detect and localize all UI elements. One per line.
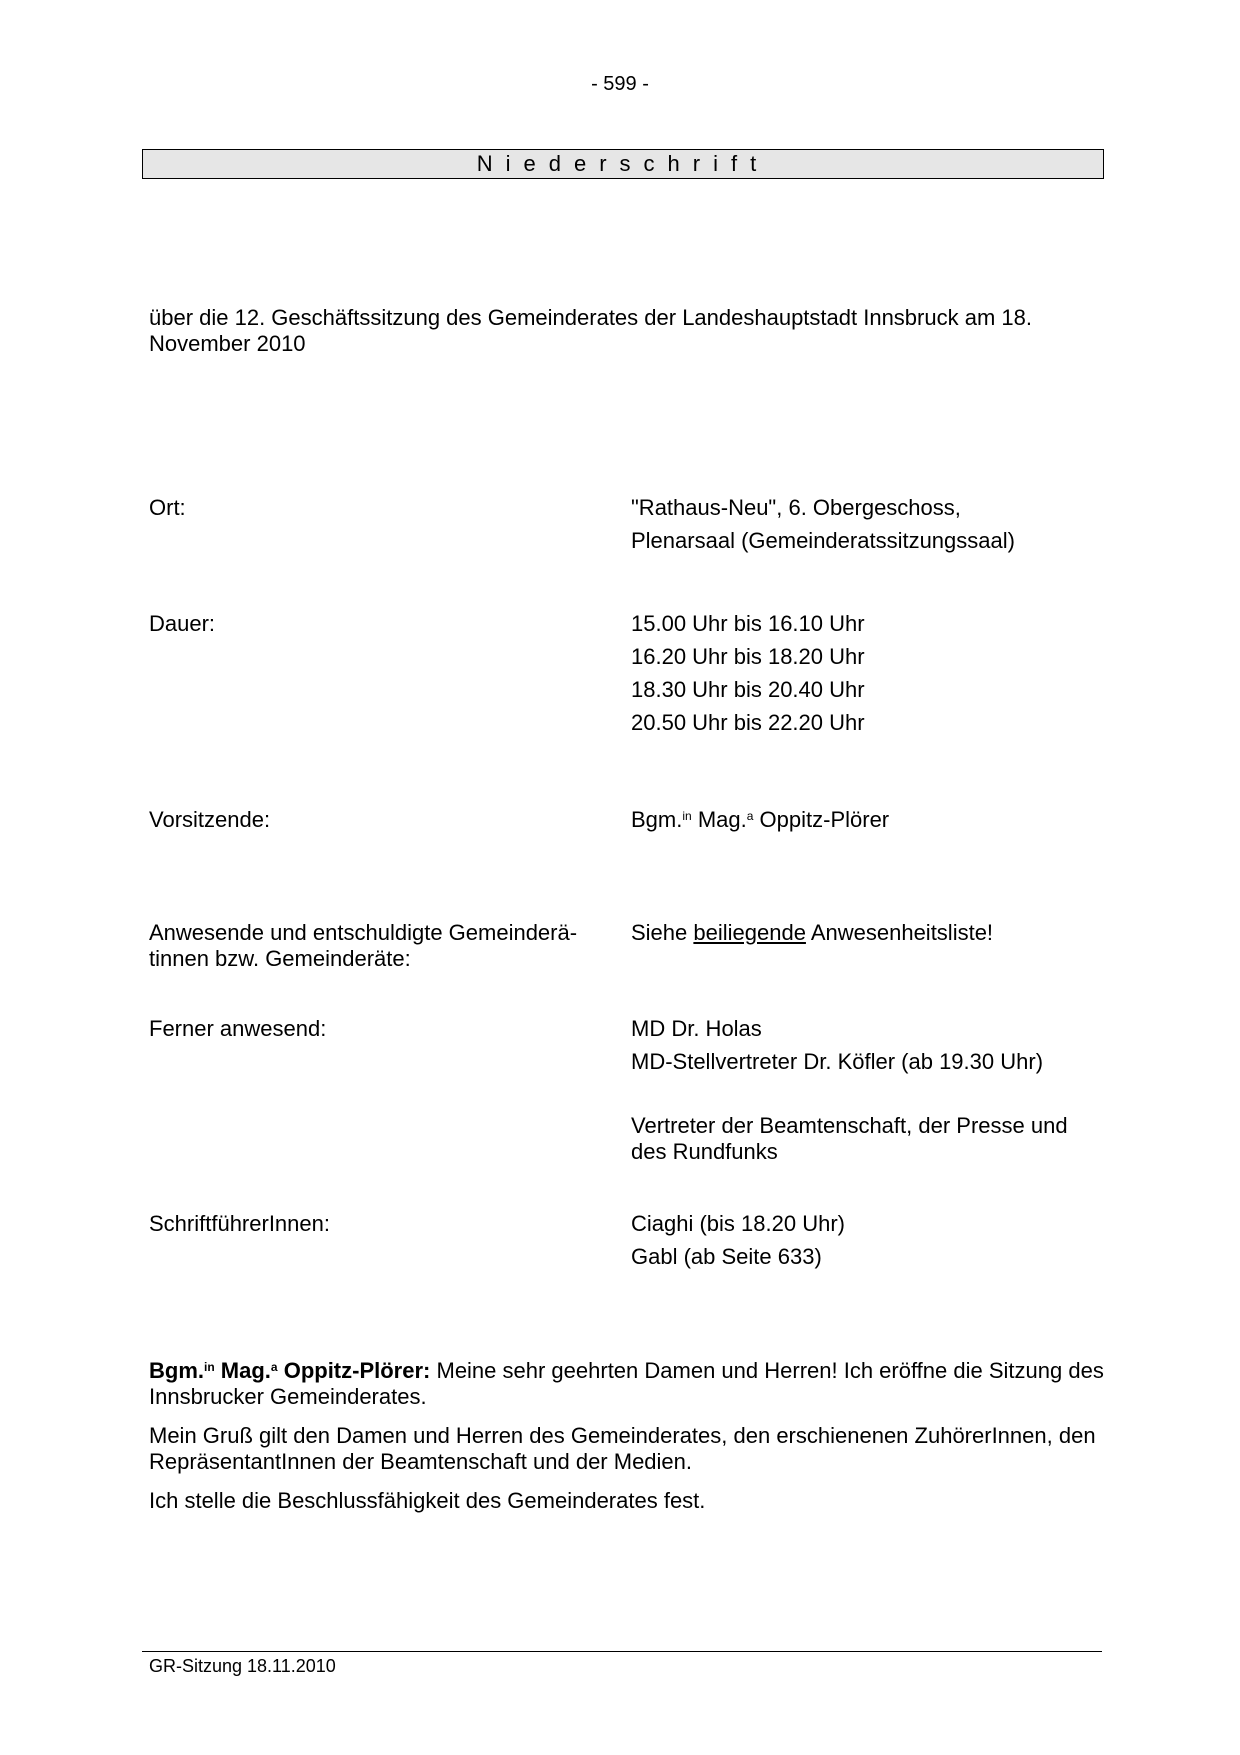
dauer-line: 15.00 Uhr bis 16.10 Uhr — [631, 611, 865, 636]
title-bgm: Bgm. — [631, 807, 683, 832]
footer-text: GR-Sitzung 18.11.2010 — [149, 1656, 336, 1676]
ferner-line: MD-Stellvertreter Dr. Köfler (ab 19.30 Uhr) — [631, 1049, 1044, 1074]
speaker-bgm: Bgm. — [149, 1358, 204, 1383]
speech-text-1: Meine sehr geehrten Damen und Herren! Ich eröffne die Sitzung des Innsbrucker Gemeinderates. — [149, 1358, 1104, 1409]
page-number: - 599 - — [591, 73, 649, 95]
value-ferner — [631, 1016, 1101, 1082]
ferner-line: MD Dr. Holas — [631, 1016, 762, 1041]
title-sup-in: in — [682, 809, 692, 823]
label-schriftfuehrer: SchriftführerInnen: — [149, 1211, 330, 1236]
dauer-line: 16.20 Uhr bis 18.20 Uhr — [631, 644, 865, 669]
speaker-mag: Mag. — [214, 1358, 271, 1383]
ort-line: Plenarsaal (Gemeinderatssitzungssaal) — [631, 528, 1015, 553]
footer-divider — [142, 1651, 1102, 1652]
dauer-line: 18.30 Uhr bis 20.40 Uhr — [631, 677, 865, 702]
label-dauer: Dauer: — [149, 611, 216, 636]
anwesende-underlined: beiliegende — [693, 920, 806, 945]
speech-paragraph-1 — [149, 1358, 1104, 1410]
speech-paragraph-3: Ich stelle die Beschlussfähigkeit des Gemeinderates fest. — [149, 1488, 706, 1513]
title-sup-a: a — [746, 809, 754, 823]
schrift-line: Gabl (ab Seite 633) — [631, 1244, 822, 1269]
schrift-line: Ciaghi (bis 18.20 Uhr) — [631, 1211, 845, 1236]
value-dauer — [631, 611, 1101, 743]
speaker-name: Oppitz-Plörer: — [277, 1358, 431, 1383]
speaker-sup-in: in — [204, 1360, 215, 1374]
dauer-line: 20.50 Uhr bis 22.20 Uhr — [631, 710, 865, 735]
intro-text: über die 12. Geschäftssitzung des Gemeinderates der Landeshauptstadt Innsbruck am 18. November 2010 — [149, 305, 1032, 356]
speaker-sup-a: a — [270, 1360, 278, 1374]
value-anwesende — [631, 920, 1101, 946]
anwesende-post: Anwesenheitsliste! — [805, 920, 994, 945]
speaker — [149, 1358, 430, 1383]
value-vorsitzende — [631, 807, 1101, 833]
chair-name: Oppitz-Plörer — [753, 807, 890, 832]
label-ort: Ort: — [149, 495, 186, 520]
label-vorsitzende: Vorsitzende: — [149, 807, 271, 832]
title-mag: Mag. — [691, 807, 747, 832]
anwesende-pre: Siehe — [631, 920, 694, 945]
document-title: Niederschrift — [142, 149, 1104, 179]
value-ort — [631, 495, 1101, 561]
value-schriftfuehrer — [631, 1211, 1101, 1277]
speech-paragraph-2: Mein Gruß gilt den Damen und Herren des Gemeinderates, den erschienenen ZuhörerInnen, den RepräsentantInnen der Beamtenschaft und der Medien. — [149, 1423, 1096, 1474]
label-ferner: Ferner anwesend: — [149, 1016, 327, 1041]
ferner-extra: Vertreter der Beamtenschaft, der Presse und des Rundfunks — [631, 1113, 1068, 1164]
label-anwesende: Anwesende und entschuldigte Gemeinderä-tinnen bzw. Gemeinderäte: — [149, 920, 578, 971]
ort-line: "Rathaus-Neu", 6. Obergeschoss, — [631, 495, 961, 520]
